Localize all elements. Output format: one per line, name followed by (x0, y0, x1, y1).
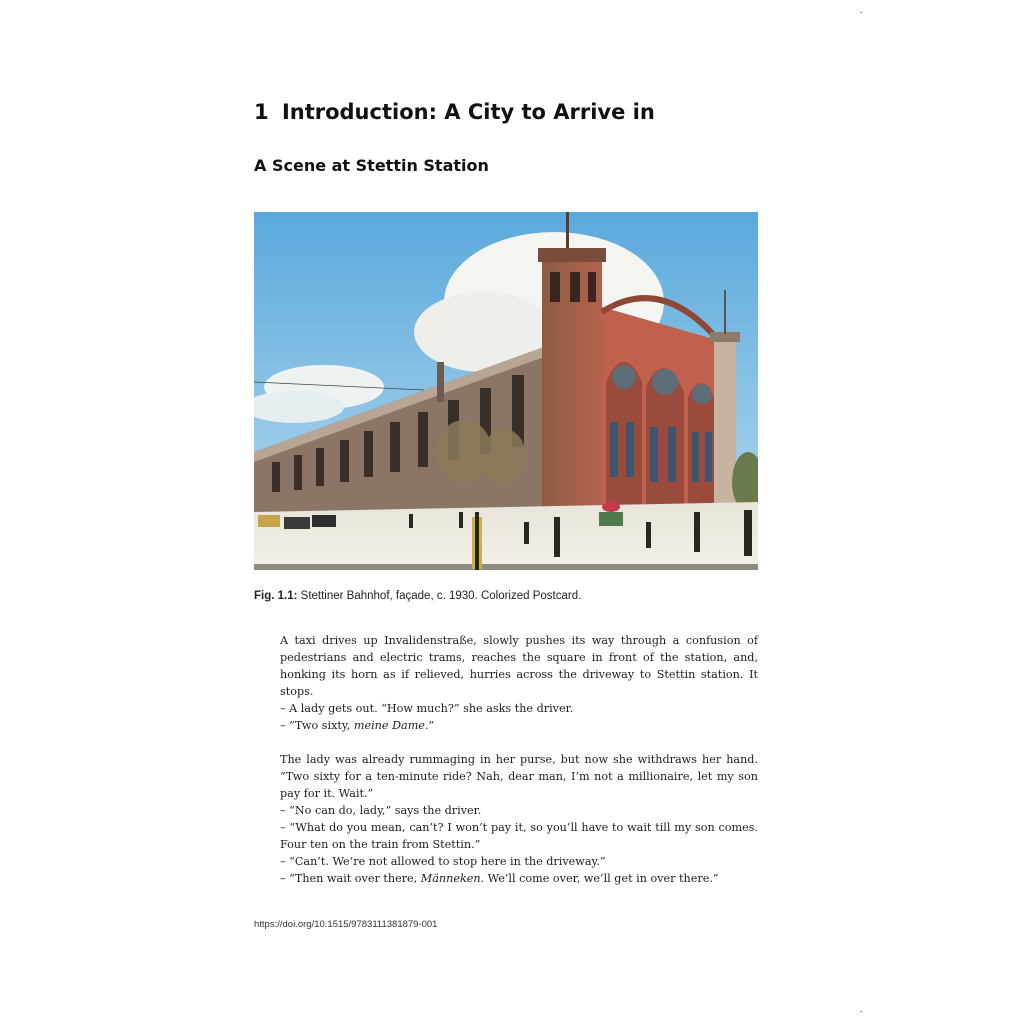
dialogue-line-6-em: Männeken (420, 872, 481, 885)
station-postcard-image (254, 212, 758, 570)
chapter-title-text: Introduction: A City to Arrive in (281, 100, 655, 124)
dialogue-line-6 (280, 870, 758, 887)
dialogue-line-6-post: . We’ll come over, we’ll get in over there.” (480, 872, 719, 885)
paragraph-1: A taxi drives up Invalidenstraße, slowly pushes its way through a confusion of pedestrians and electric trams, reaches the square in front of the station, and, honking its horn as if relieved, hurries across the driveway to Stettin station. It stops. (280, 634, 758, 698)
body-text (280, 632, 758, 887)
dialogue-line-6-pre: – “Then wait over there, (280, 872, 421, 885)
dialogue-line-2-pre: – “Two sixty, (280, 719, 354, 732)
dialogue-line-2-em: meine Dame (353, 719, 425, 732)
paragraph-2: The lady was already rummaging in her purse, but now she withdraws her hand. “Two sixty for a ten-minute ride? Nah, dear man, I’m not a millionaire, let my son pay for it. Wait.” (280, 753, 758, 800)
chapter-number: 1 (254, 100, 269, 124)
chapter-title (254, 100, 655, 124)
figure-caption (254, 590, 581, 602)
section-title: A Scene at Stettin Station (254, 156, 489, 175)
crop-mark-bottom (860, 1011, 862, 1012)
dialogue-line-3: – “No can do, lady,” says the driver. (280, 804, 482, 817)
crop-mark-top (860, 12, 862, 13)
dialogue-line-5: – “Can’t. We’re not allowed to stop here in the driveway.” (280, 855, 606, 868)
doi-link[interactable]: https://doi.org/10.1515/9783111381879-001 (254, 919, 438, 930)
figure-caption-text: Stettiner Bahnhof, façade, c. 1930. Colorized Postcard. (300, 590, 582, 602)
figure-label: Fig. 1.1: (254, 590, 298, 602)
dialogue-line-2-post: .” (424, 719, 435, 732)
dialogue-line-4: – “What do you mean, can’t? I won’t pay it, so you’ll have to wait till my son comes. Four ten on the train from Stettin.” (280, 821, 758, 851)
dialogue-line-2 (280, 717, 758, 734)
dialogue-line-1: – A lady gets out. “How much?” she asks the driver. (280, 702, 574, 715)
